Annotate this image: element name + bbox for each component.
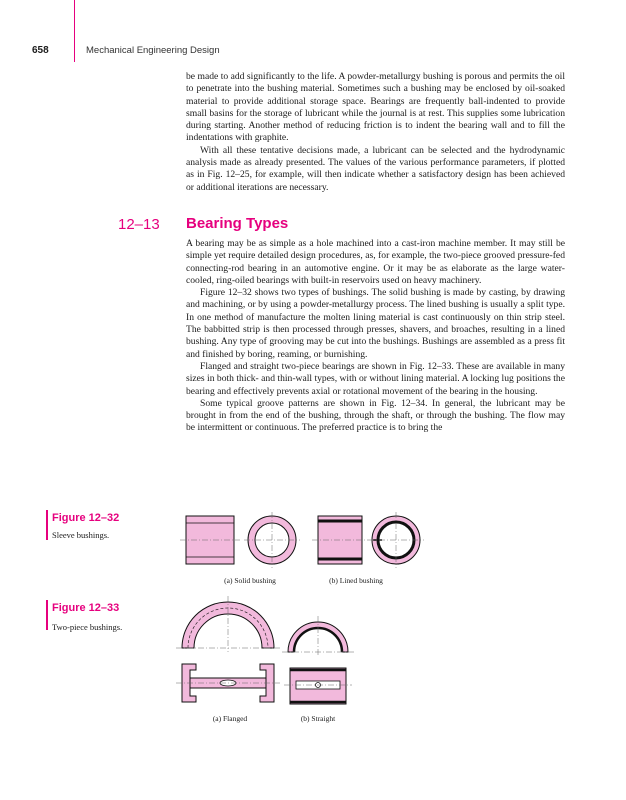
paragraph: A bearing may be as simple as a hole machined into a cast-iron machine member. It may still be simple yet require detailed design procedures, as, for example, the two-piece grooved pressure-fed connecting-rod bearing in an automotive engine. Or it may be as elaborate as the large water-cooled, ring-oiled bearings with built-in reservoirs used on heavy machinery. xyxy=(186,238,565,286)
paragraph: be made to add significantly to the life. A powder-metallurgy bushing is porous and permits the oil to penetrate into the bushing material. Sometimes such a bushing may be enclosed by oil-soaked material to provide additional storage space. Bearings are frequently ball-indented to provide small basins for the storage of lubricant while the journal is at rest. This supplies some lubrication during starting. Another method of reducing friction is to indent the bearing wall and to fill the indentations with graphite. xyxy=(186,71,565,144)
running-title: Mechanical Engineering Design xyxy=(86,45,220,56)
paragraph: With all these tentative decisions made, a lubricant can be selected and the hydrodynamic analysis made as already presented. The values of the various performance parameters, if plotted as in Fig. 12–25, for example, will then indicate whether a satisfactory design has been achieved or additional iterations are necessary. xyxy=(186,144,565,193)
figure-caption: Two-piece bushings. xyxy=(52,622,123,632)
subcaption: (b) Straight xyxy=(300,714,336,723)
subcaption: (b) Lined bushing xyxy=(329,576,383,585)
lined-bushing-side xyxy=(312,516,368,564)
solid-bushing-end xyxy=(244,512,300,568)
figure-label: Figure 12–33 xyxy=(52,602,120,614)
subcaption: (a) Solid bushing xyxy=(224,576,276,585)
page-number: 658 xyxy=(32,45,49,56)
straight-half-shell xyxy=(282,616,354,656)
straight-side-view xyxy=(284,668,352,704)
flanged-half-shell xyxy=(176,596,280,652)
flanged-side-view xyxy=(176,664,280,702)
section-title: Bearing Types xyxy=(186,215,289,232)
section-number: 12–13 xyxy=(118,216,160,233)
solid-bushing-side xyxy=(180,516,240,564)
figure-label: Figure 12–32 xyxy=(52,512,120,524)
figure-caption: Sleeve bushings. xyxy=(52,530,110,540)
paragraph: Figure 12–32 shows two types of bushings. The solid bushing is made by casting, by drawing and machining, or by using a powder-metallurgy process. The lined bushing is usually a split type. In one method of manufacture the molten lining material is cast continuously on thin strip steel. The babbitted strip is then processed through presses, shavers, and broaches, resulting in a lined bushing. Any type of grooving may be cut into the bushings. Bushings are assembled as a press fit and finished by boring, reaming, or burnishing. xyxy=(186,287,565,360)
paragraph: Some typical groove patterns are shown in Fig. 12–34. In general, the lubricant may be brought in from the end of the bushing, through the shaft, or through the bushing. The flow may be intermittent or continuous. The preferred practice is to bring the xyxy=(186,397,565,434)
paragraph: Flanged and straight two-piece bearings are shown in Fig. 12–33. These are available in many sizes in both thick- and thin-wall types, with or without lining material. A locking lug positions the bearing and effectively prevents axial or rotational movement of the bearing in the housing. xyxy=(186,360,565,397)
subcaption: (a) Flanged xyxy=(212,714,248,723)
lined-bushing-end xyxy=(368,512,424,568)
